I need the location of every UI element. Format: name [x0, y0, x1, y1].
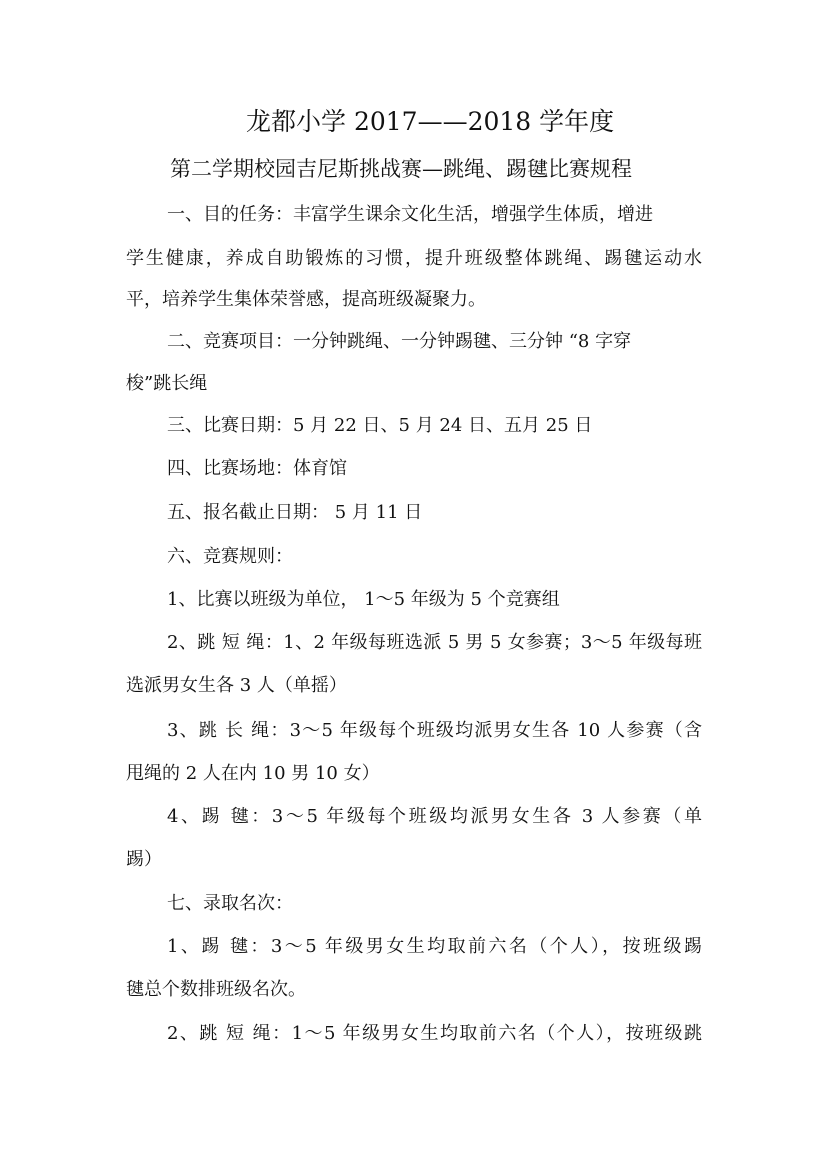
paragraph-line: 踢）	[126, 849, 162, 870]
document-subtitle: 第二学期校园吉尼斯挑战赛—跳绳、踢毽比赛规程	[170, 157, 632, 181]
paragraph-line: 梭”跳长绳	[126, 373, 208, 394]
paragraph-line: 二、竞赛项目：一分钟跳绳、一分钟踢毽、三分钟 “8 字穿	[167, 331, 632, 352]
paragraph-line: 3、跳 长 绳：3～5 年级每个班级均派男女生各 10 人参赛（含	[167, 720, 702, 741]
document-title: 龙都小学 2017——2018 学年度	[246, 107, 615, 136]
paragraph-line: 三、比赛日期：5 月 22 日、5 月 24 日、五月 25 日	[167, 415, 593, 436]
paragraph-line: 甩绳的 2 人在内 10 男 10 女）	[126, 763, 380, 784]
paragraph-line: 1、踢 毽：3～5 年级男女生均取前六名（个人），按班级踢	[167, 936, 702, 957]
paragraph-line: 学生健康，养成自助锻炼的习惯，提升班级整体跳绳、踢毽运动水	[126, 248, 702, 269]
paragraph-line: 4、踢 毽：3～5 年级每个班级均派男女生各 3 人参赛（单	[167, 806, 702, 827]
paragraph-line: 四、比赛场地：体育馆	[167, 458, 347, 479]
paragraph-line: 2、跳 短 绳：1、2 年级每班选派 5 男 5 女参赛；3～5 年级每班	[167, 632, 702, 653]
paragraph-line: 2、跳 短 绳：1～5 年级男女生均取前六名（个人），按班级跳	[167, 1023, 702, 1044]
section-heading: 七、录取名次：	[167, 893, 293, 914]
paragraph-line: 五、报名截止日期： 5 月 11 日	[167, 502, 423, 523]
section-heading: 六、竞赛规则：	[167, 546, 293, 567]
paragraph-line: 1、比赛以班级为单位， 1～5 年级为 5 个竞赛组	[167, 589, 560, 610]
paragraph-line: 平，培养学生集体荣誉感，提高班级凝聚力。	[126, 289, 486, 310]
paragraph-line: 选派男女生各 3 人（单摇）	[126, 675, 347, 696]
paragraph-line: 一、目的任务：丰富学生课余文化生活，增强学生体质，增进	[167, 204, 653, 225]
paragraph-line: 毽总个数排班级名次。	[126, 979, 306, 1000]
